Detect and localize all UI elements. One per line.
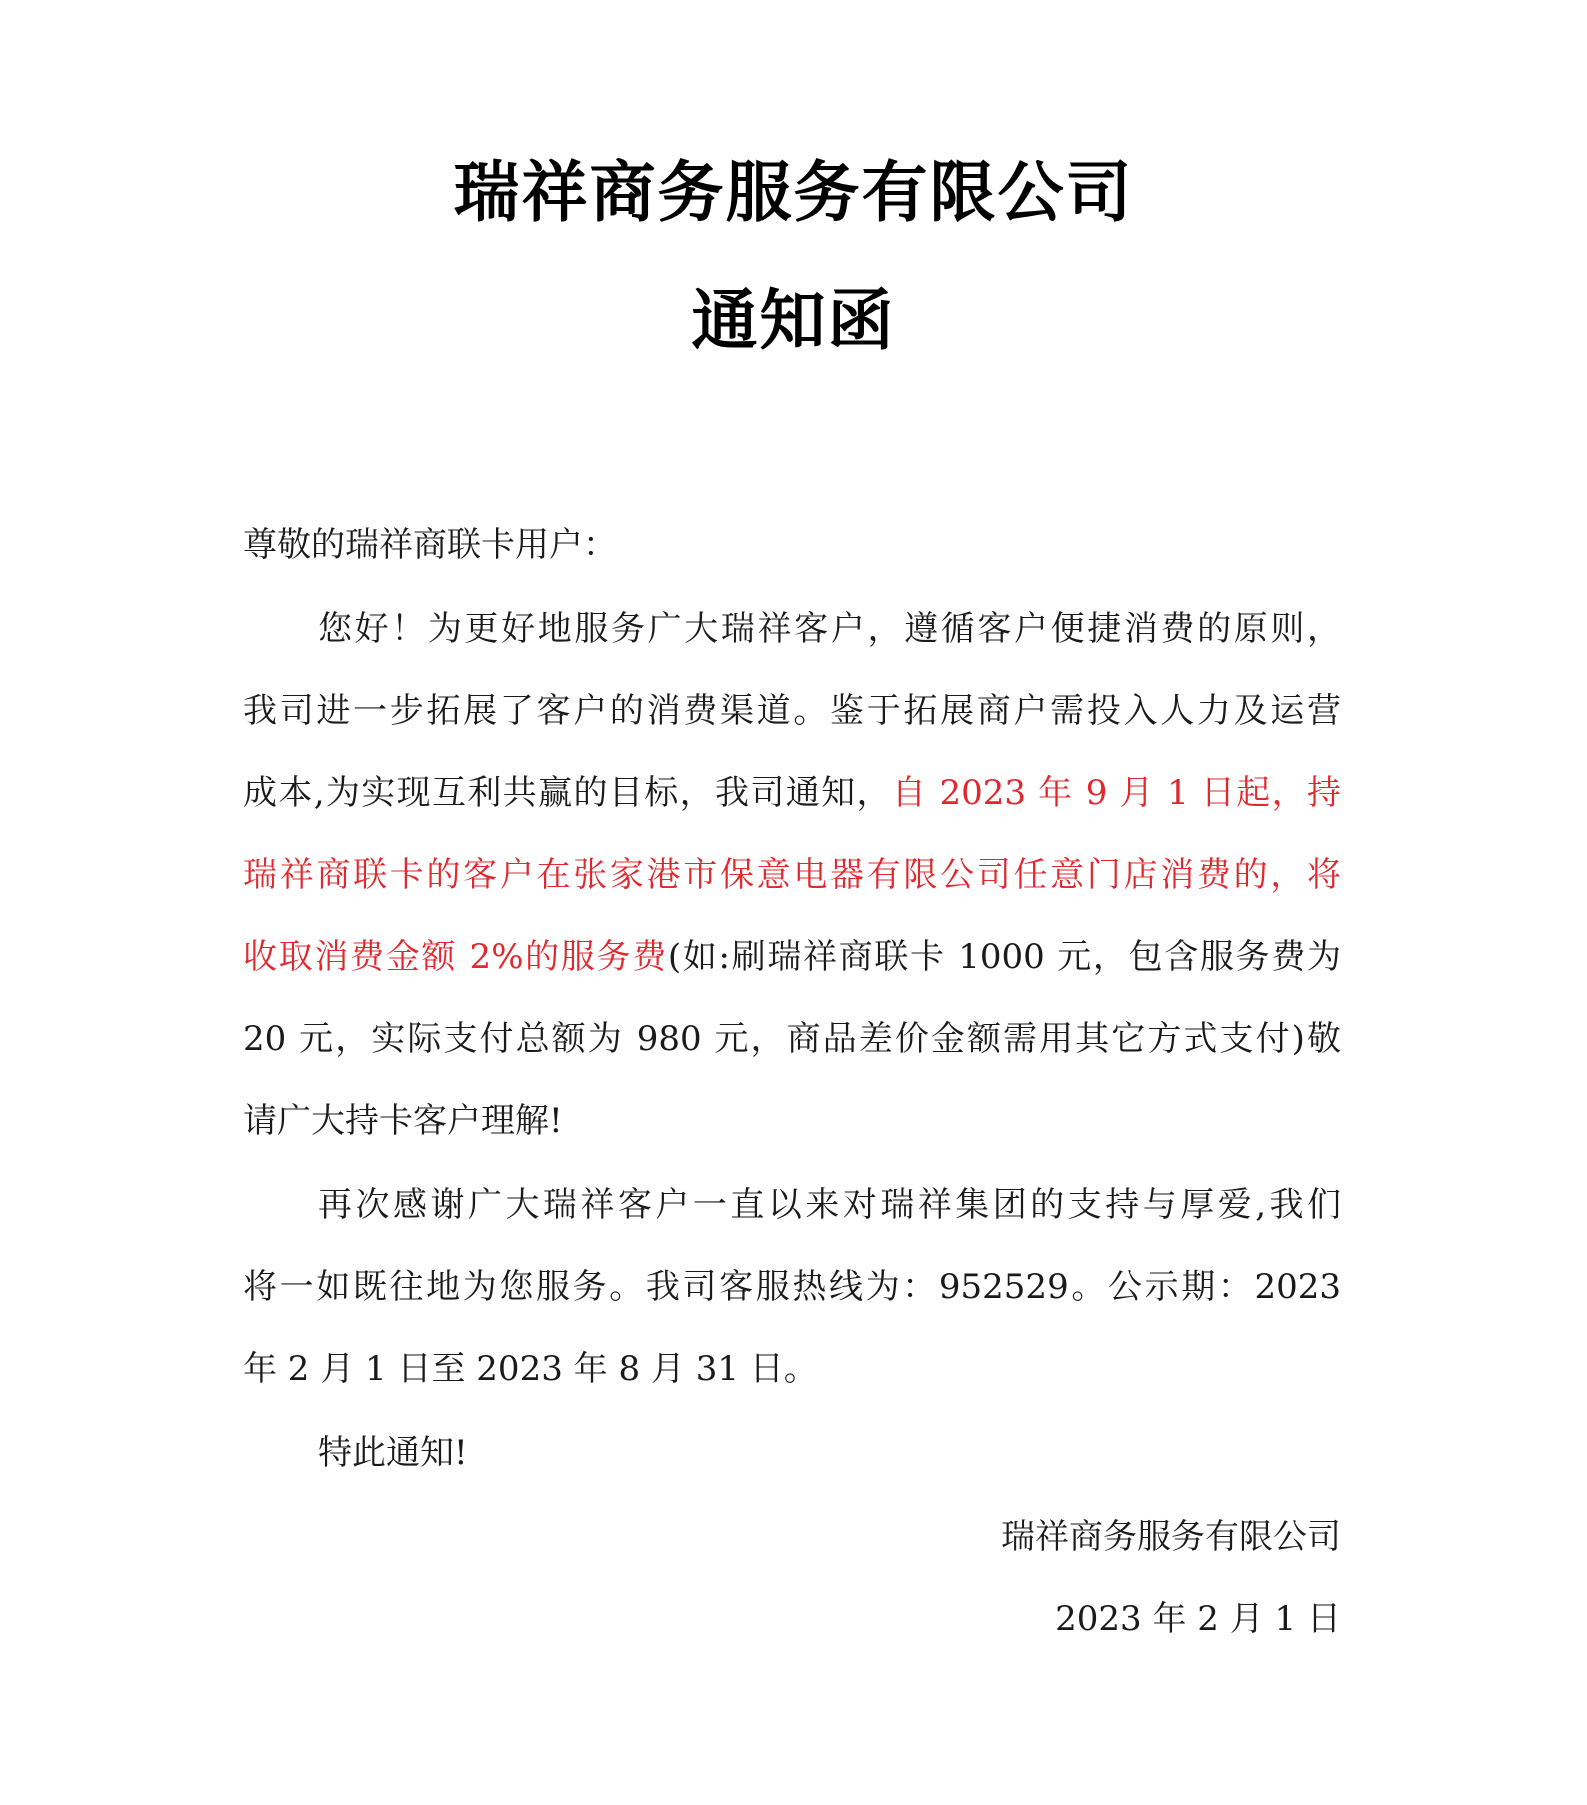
paragraph-2-line-2: 将一如既往地为您服务。我司客服热线为：952529。公示期：2023 (243, 1267, 1341, 1307)
paragraph-1-line-4: 瑞祥商联卡的客户在张家港市保意电器有限公司任意门店消费的，将 (243, 855, 1341, 895)
paragraph-1-line-2: 我司进一步拓展了客户的消费渠道。鉴于拓展商户需投入人力及运营 (243, 691, 1341, 731)
signature-company: 瑞祥商务服务有限公司 (1001, 1517, 1341, 1557)
paragraph-1-line-3 (243, 773, 1341, 813)
paragraph-2-line-3: 年 2 月 1 日至 2023 年 8 月 31 日。 (243, 1349, 818, 1389)
signature-date: 2023 年 2 月 1 日 (1055, 1599, 1341, 1639)
service-fee-highlight: 收取消费金额 2%的服务费 (243, 937, 668, 977)
paragraph-1-line-7: 请广大持卡客户理解! (243, 1101, 563, 1141)
paragraph-1-line-6: 20 元，实际支付总额为 980 元，商品差价金额需用其它方式支付)敬 (243, 1019, 1341, 1059)
line-5-normal-text: (如:刷瑞祥商联卡 1000 元，包含服务费为 (667, 937, 1341, 977)
paragraph-1-line-1: 您好！为更好地服务广大瑞祥客户，遵循客户便捷消费的原则， (318, 609, 1341, 649)
paragraph-1-line-5 (243, 937, 1341, 977)
closing-line: 特此通知! (318, 1433, 468, 1473)
paragraph-2-line-1: 再次感谢广大瑞祥客户一直以来对瑞祥集团的支持与厚爱,我们 (318, 1185, 1341, 1225)
effective-date-highlight: 自 2023 年 9 月 1 日起，持 (891, 773, 1341, 813)
salutation: 尊敬的瑞祥商联卡用户： (243, 525, 617, 565)
line-3-normal-text: 成本,为实现互利共赢的目标，我司通知， (243, 773, 892, 813)
document-title: 通知函 (691, 282, 896, 359)
company-title: 瑞祥商务服务有限公司 (453, 154, 1134, 231)
